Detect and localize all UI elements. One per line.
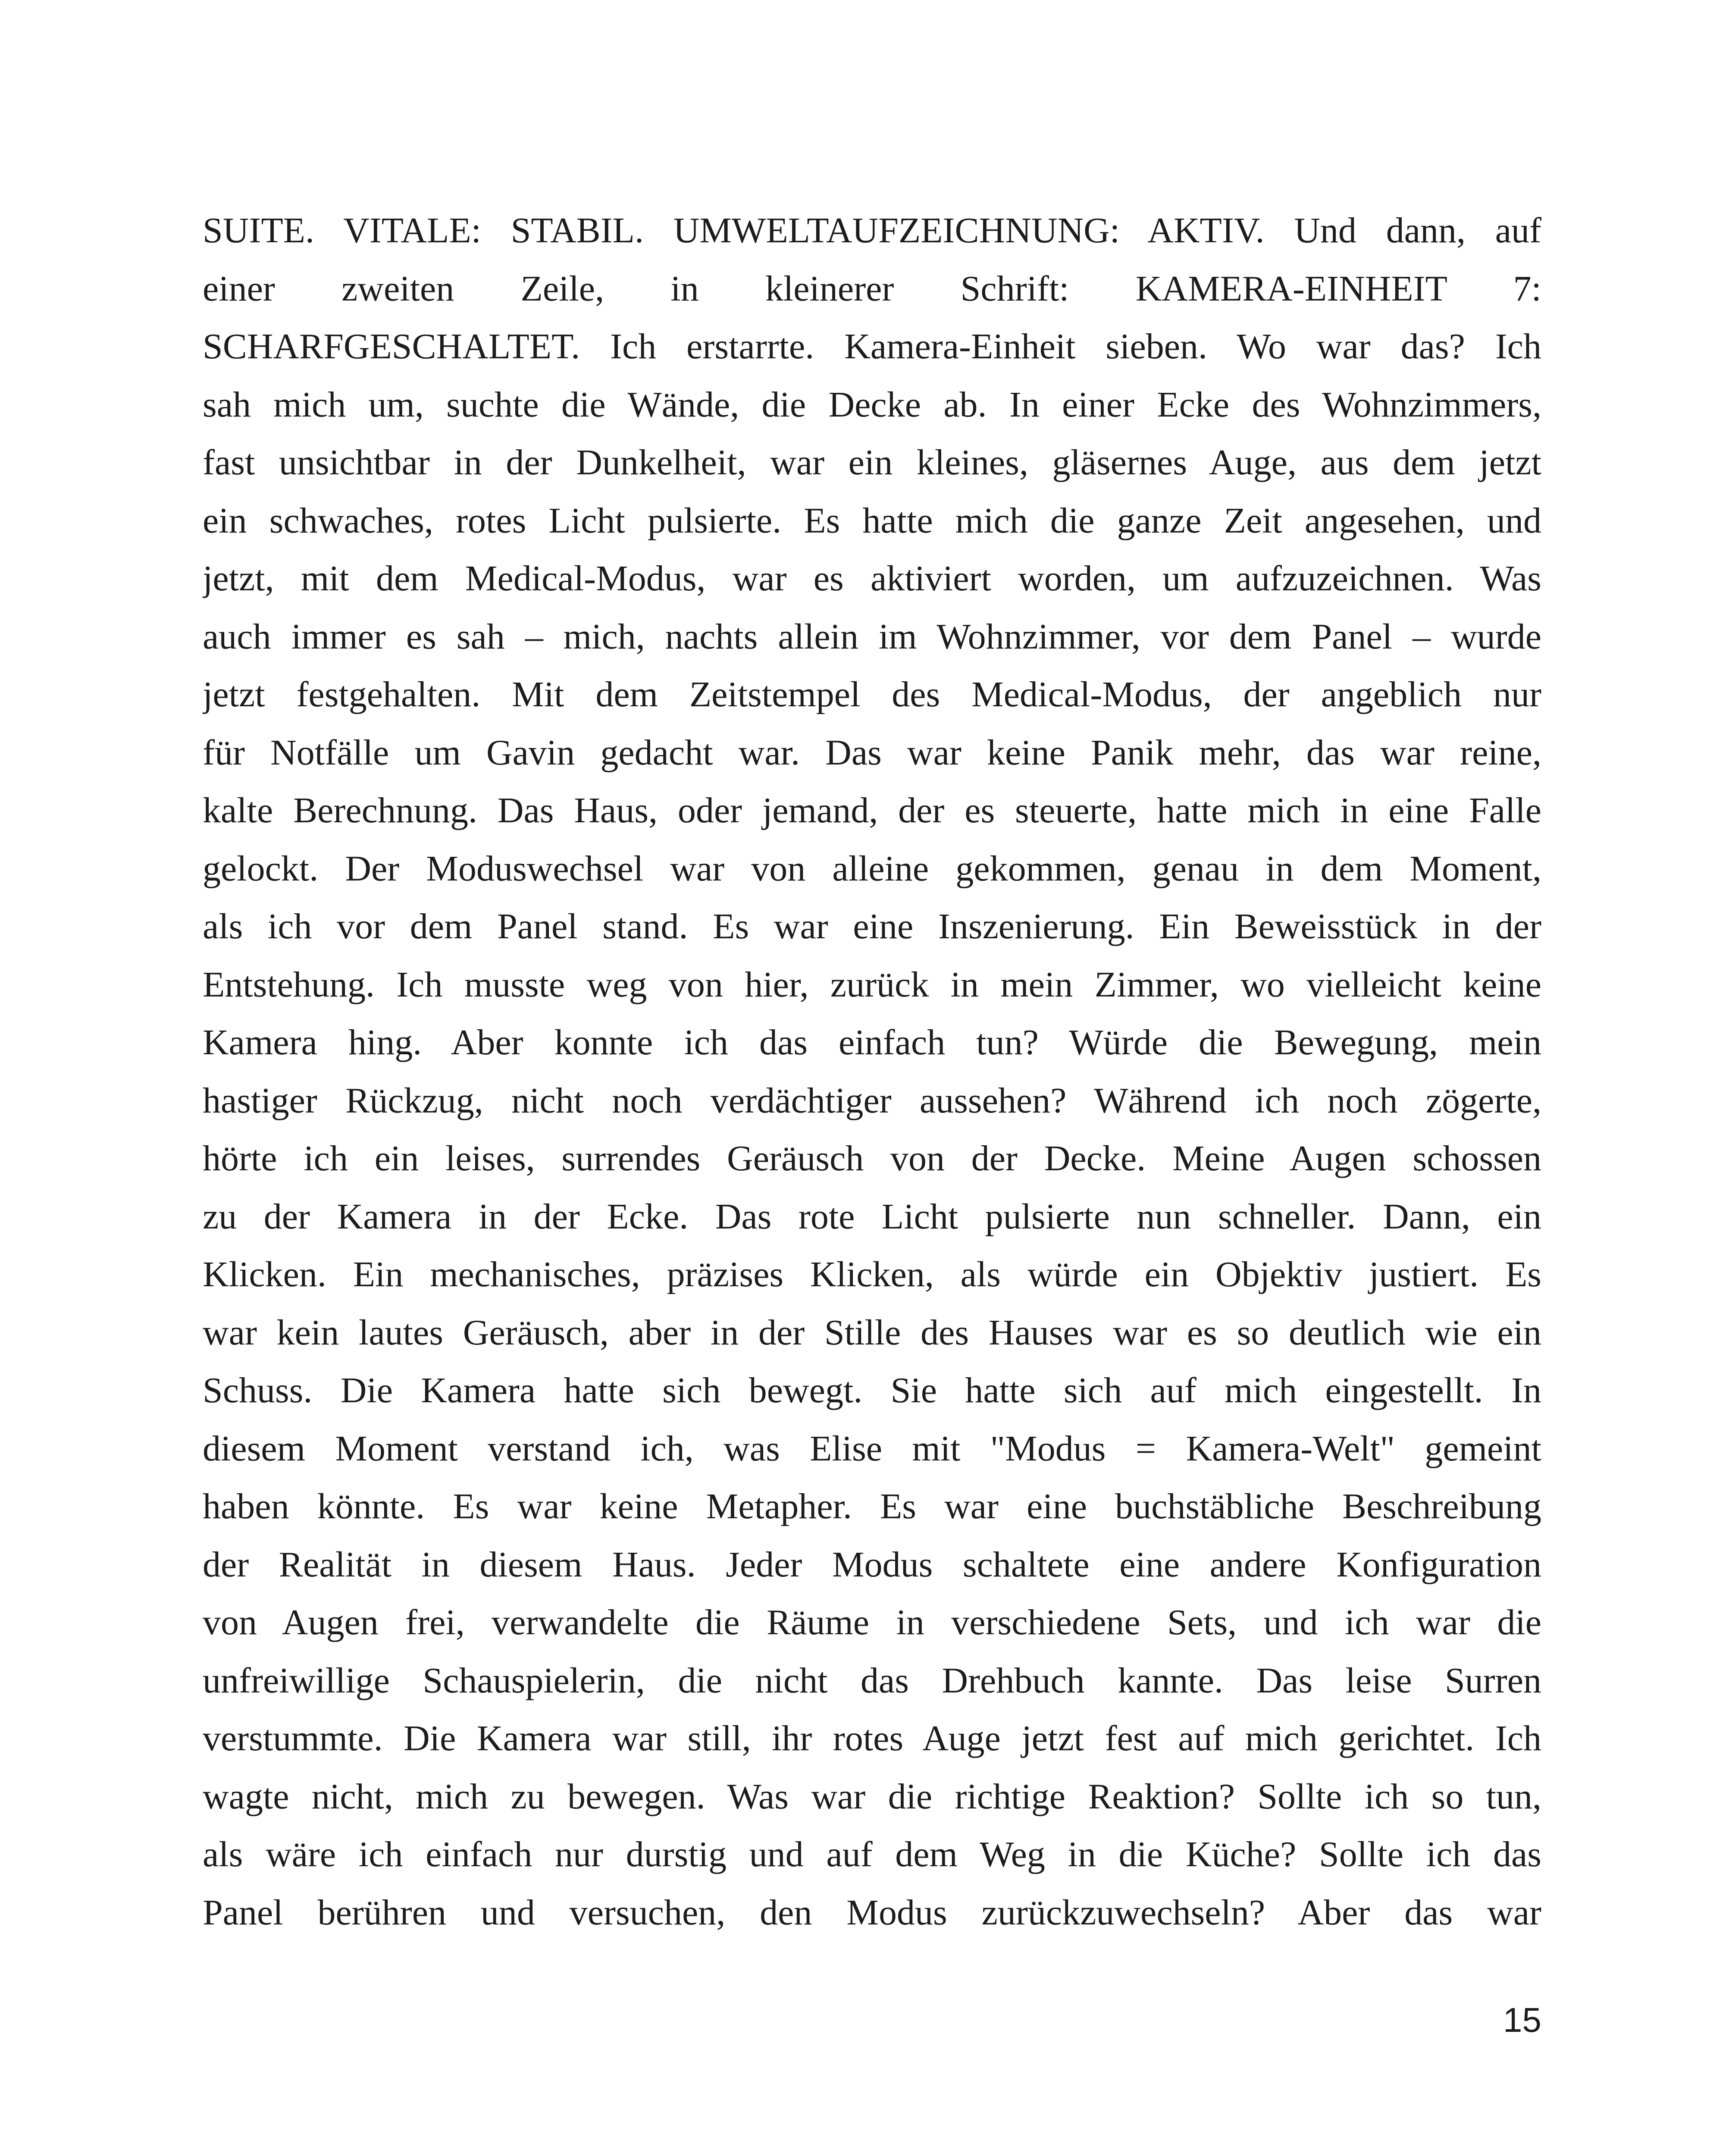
text-line: SUITE. VITALE: STABIL. UMWELTAUFZEICHNUNG: AKTIV. Und dann, auf [203,210,1541,251]
text-line: Klicken. Ein mechanisches, präzises Klicken, als würde ein Objektiv justiert. Es [203,1254,1541,1294]
page-number: 15 [1503,2001,1541,2039]
text-line: diesem Moment verstand ich, was Elise mit "Modus = Kamera-Welt" gemeint [203,1428,1541,1469]
text-line: für Notfälle um Gavin gedacht war. Das war keine Panik mehr, das war reine, [203,732,1541,773]
text-line: sah mich um, suchte die Wände, die Decke ab. In einer Ecke des Wohnzimmers, [203,384,1541,425]
text-line: jetzt festgehalten. Mit dem Zeitstempel des Medical-Modus, der angeblich nur [203,674,1541,714]
text-line: Entstehung. Ich musste weg von hier, zurück in mein Zimmer, wo vielleicht keine [203,964,1541,1005]
text-line: von Augen frei, verwandelte die Räume in verschiedene Sets, und ich war die [203,1602,1541,1642]
text-line: kalte Berechnung. Das Haus, oder jemand, der es steuerte, hatte mich in eine Falle [203,790,1541,830]
text-line: Schuss. Die Kamera hatte sich bewegt. Sie hatte sich auf mich eingestellt. In [203,1370,1541,1410]
text-line: Panel berühren und versuchen, den Modus zurückzuwechseln? Aber das war [203,1892,1541,1933]
text-line: haben könnte. Es war keine Metapher. Es war eine buchstäbliche Beschreibung [203,1486,1541,1526]
text-line: hastiger Rückzug, nicht noch verdächtiger aussehen? Während ich noch zögerte, [203,1080,1541,1121]
text-line: auch immer es sah – mich, nachts allein im Wohnzimmer, vor dem Panel – wurde [203,616,1541,657]
text-line: fast unsichtbar in der Dunkelheit, war ein kleines, gläsernes Auge, aus dem jetzt [203,442,1541,483]
text-line: zu der Kamera in der Ecke. Das rote Licht pulsierte nun schneller. Dann, ein [203,1196,1541,1237]
text-line: gelockt. Der Moduswechsel war von alleine gekommen, genau in dem Moment, [203,848,1541,889]
text-line: verstummte. Die Kamera war still, ihr rotes Auge jetzt fest auf mich gerichtet. Ich [203,1718,1541,1758]
text-line: einer zweiten Zeile, in kleinerer Schrift: KAMERA-EINHEIT 7: [203,268,1541,309]
text-line: hörte ich ein leises, surrendes Geräusch von der Decke. Meine Augen schossen [203,1138,1541,1178]
text-line: als wäre ich einfach nur durstig und auf dem Weg in die Küche? Sollte ich das [203,1834,1541,1874]
text-line: Kamera hing. Aber konnte ich das einfach tun? Würde die Bewegung, mein [203,1022,1541,1062]
text-line: ein schwaches, rotes Licht pulsierte. Es hatte mich die ganze Zeit angesehen, und [203,500,1541,541]
body-text [203,202,1541,1942]
text-line: SCHARFGESCHALTET. Ich erstarrte. Kamera-Einheit sieben. Wo war das? Ich [203,326,1541,367]
text-line: als ich vor dem Panel stand. Es war eine Inszenierung. Ein Beweisstück in der [203,906,1541,946]
text-line: wagte nicht, mich zu bewegen. Was war die richtige Reaktion? Sollte ich so tun, [203,1776,1541,1817]
text-line: war kein lautes Geräusch, aber in der Stille des Hauses war es so deutlich wie ein [203,1312,1541,1353]
text-line: der Realität in diesem Haus. Jeder Modus schaltete eine andere Konfiguration [203,1544,1541,1585]
text-line: jetzt, mit dem Medical-Modus, war es aktiviert worden, um aufzuzeichnen. Was [203,558,1541,599]
text-line: unfreiwillige Schauspielerin, die nicht das Drehbuch kannte. Das leise Surren [203,1660,1541,1701]
